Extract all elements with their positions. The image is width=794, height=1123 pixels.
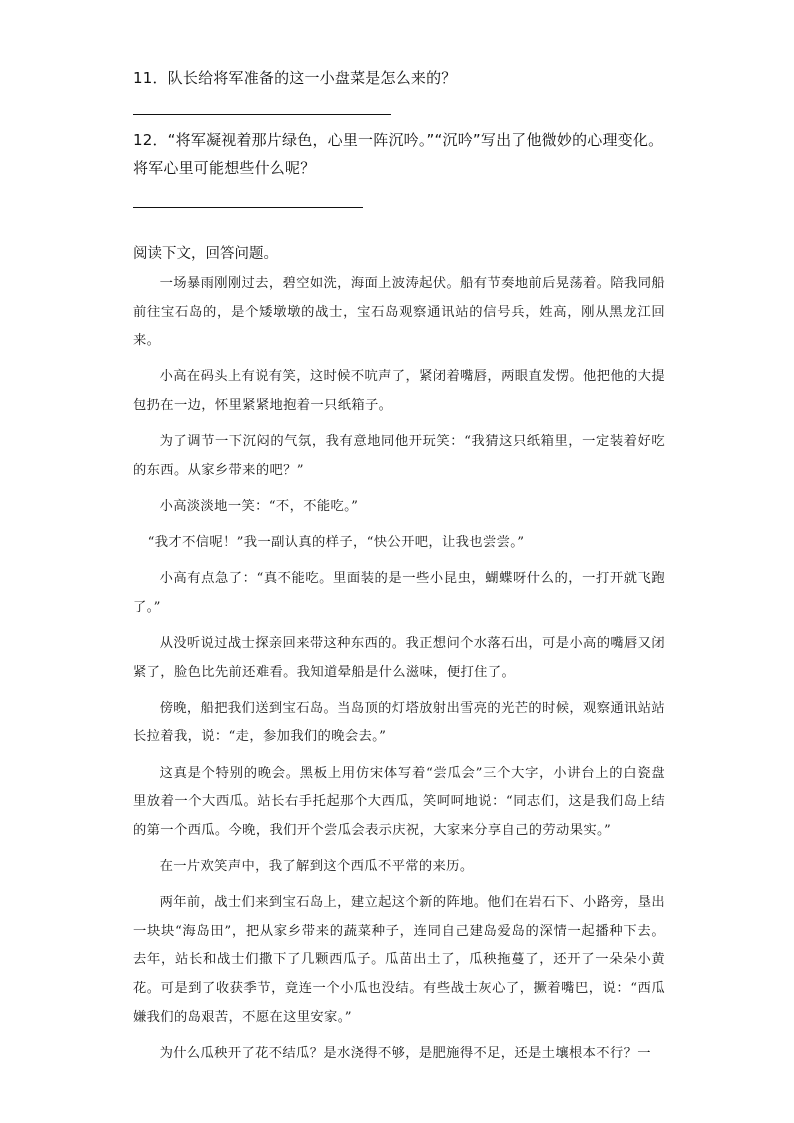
passage-paragraph: 小高有点急了：“真不能吃。里面装的是一些小昆虫，蝴蝶呀什么的，一打开就飞跑了。” [133, 571, 665, 615]
passage-paragraph: “我才不信呢！”我一副认真的样子，“快公开吧，让我也尝尝。” [147, 535, 525, 551]
question-12: 12．“将军凝视着那片绿色，心里一阵沉吟。”“沉吟”写出了他微妙的心理变化。将军心里可能想些什么呢？ [133, 131, 664, 177]
passage-paragraph: 从没听说过战士探亲回来带这种东西的。我正想问个水落石出，可是小高的嘴唇又闭紧了，脸色比先前还难看。我知道晕船是什么滋味，便打住了。 [133, 636, 665, 680]
passage-paragraph: 这真是个特别的晚会。黑板上用仿宋体写着“尝瓜会”三个大字，小讲台上的白瓷盘里放着一个大西瓜。站长右手托起那个大西瓜，笑呵呵地说：“同志们，这是我们岛上结的第一个西瓜。今晚，我们开个尝瓜会表示庆祝，大家来分享自己的劳动果实。” [133, 765, 665, 838]
passage-paragraph: 为什么瓜秧开了花不结瓜？是水浇得不够，是肥施得不足，还是土壤根本不行？一 [159, 1045, 651, 1061]
passage-paragraph: 小高在码头上有说有笑，这时候不吭声了，紧闭着嘴唇，两眼直发愣。他把他的大提包扔在一边，怀里紧紧地抱着一只纸箱子。 [133, 369, 665, 413]
reading-passage [133, 270, 665, 1076]
passage-paragraph: 小高淡淡地一笑：“不，不能吃。” [159, 498, 359, 514]
passage-paragraph: 两年前，战士们来到宝石岛上，建立起这个新的阵地。他们在岩石下、小路旁，垦出一块块“海岛田”，把从家乡带来的蔬菜种子，连同自己建岛爱岛的深情一起播种下去。去年，站长和战士们撒下了几颗西瓜子。瓜苗出土了，瓜秧拖蔓了，还开了一朵朵小黄花。可是到了收获季节，竟连一个小瓜也没结。有些战士灰心了，撅着嘴巴，说：“西瓜嫌我们的岛艰苦，不愿在这里安家。” [133, 895, 665, 1025]
passage-paragraph: 一场暴雨刚刚过去，碧空如洗，海面上波涛起伏。船有节奏地前后晃荡着。陪我同船前往宝石岛的，是个矮墩墩的战士，宝石岛观察通讯站的信号兵，姓高，刚从黑龙江回来。 [133, 276, 665, 349]
answer-line-12 [133, 207, 363, 208]
answer-line-11 [133, 114, 391, 115]
passage-paragraph: 为了调节一下沉闷的气氛，我有意地同他开玩笑：“我猜这只纸箱里，一定装着好吃的东西。从家乡带来的吧？” [133, 434, 665, 478]
question-11: 11．队长给将军准备的这一小盘菜是怎么来的？ [133, 69, 457, 87]
passage-paragraph: 傍晚，船把我们送到宝石岛。当岛顶的灯塔放射出雪亮的光芒的时候，观察通讯站站长拉着我，说：“走，参加我们的晚会去。” [133, 700, 665, 745]
passage-paragraph: 在一片欢笑声中，我了解到这个西瓜不平常的来历。 [159, 859, 474, 875]
reading-instruction: 阅读下文，回答问题。 [133, 246, 278, 262]
